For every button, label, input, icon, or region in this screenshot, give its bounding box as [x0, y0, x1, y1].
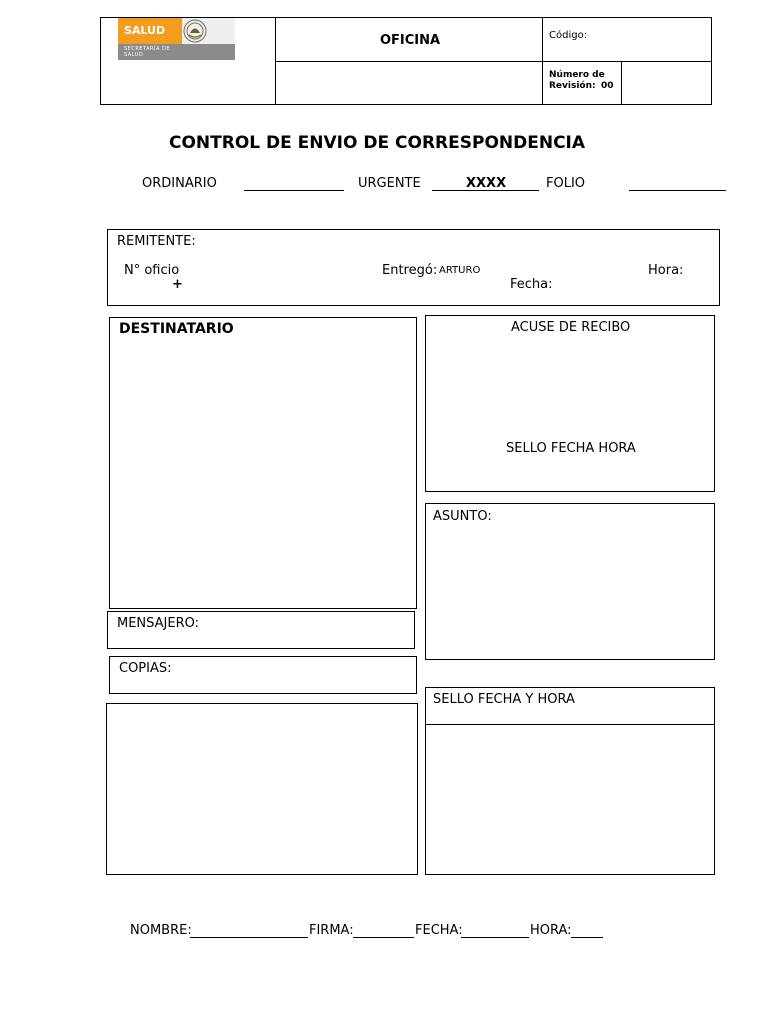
remitente-label: REMITENTE: — [117, 234, 196, 249]
copias-detail-area[interactable] — [106, 703, 418, 875]
ordinario-field[interactable] — [244, 190, 344, 191]
sello-label: SELLO FECHA Y HORA — [433, 692, 575, 707]
asunto-section[interactable] — [425, 503, 715, 660]
mexico-seal-icon — [182, 18, 235, 44]
destinatario-label: DESTINATARIO — [119, 321, 234, 337]
folio-label: FOLIO — [546, 176, 586, 191]
header-divider — [275, 61, 712, 62]
footer-firma-field[interactable] — [353, 937, 414, 938]
salud-logo — [118, 18, 235, 60]
footer-fecha-label: FECHA: — [415, 923, 463, 938]
header-divider — [621, 61, 622, 105]
office-label: OFICINA — [380, 33, 441, 48]
revision-label: Número de Revisión: — [549, 70, 605, 91]
mensajero-label: MENSAJERO: — [117, 616, 200, 631]
brand-subtext: SECRETARÍA DE SALUD — [124, 46, 171, 58]
sello-divider — [425, 724, 715, 725]
fecha-label: Fecha: — [510, 277, 553, 292]
acuse-label: ACUSE DE RECIBO — [511, 320, 631, 335]
sello-section[interactable] — [425, 687, 715, 875]
entrego-value: ARTURO — [439, 265, 481, 276]
page-title: CONTROL DE ENVIO DE CORRESPONDENCIA — [169, 133, 586, 153]
footer-hora-field[interactable] — [571, 937, 603, 938]
entrego-label: Entregó: — [382, 263, 438, 278]
copias-label: COPIAS: — [119, 661, 172, 676]
footer-hora-label: HORA: — [530, 923, 572, 938]
urgente-label: URGENTE — [358, 176, 421, 191]
footer-nombre-label: NOMBRE: — [130, 923, 192, 938]
destinatario-section[interactable] — [109, 317, 417, 609]
acuse-section[interactable] — [425, 315, 715, 492]
ordinario-label: ORDINARIO — [142, 176, 217, 191]
footer-nombre-field[interactable] — [190, 937, 308, 938]
footer-fecha-field[interactable] — [461, 937, 529, 938]
acuse-sello-label: SELLO FECHA HORA — [506, 441, 636, 456]
oficio-mark: + — [172, 277, 183, 292]
code-label: Código: — [549, 30, 588, 41]
asunto-label: ASUNTO: — [433, 509, 492, 524]
revision-value: 00 — [601, 81, 614, 91]
brand-text: SALUD — [124, 24, 166, 37]
oficio-label: N° oficio — [124, 263, 180, 278]
hora-label: Hora: — [648, 263, 684, 278]
footer-firma-label: FIRMA: — [309, 923, 354, 938]
urgente-value: XXXX — [466, 176, 507, 191]
folio-field[interactable] — [629, 190, 726, 191]
